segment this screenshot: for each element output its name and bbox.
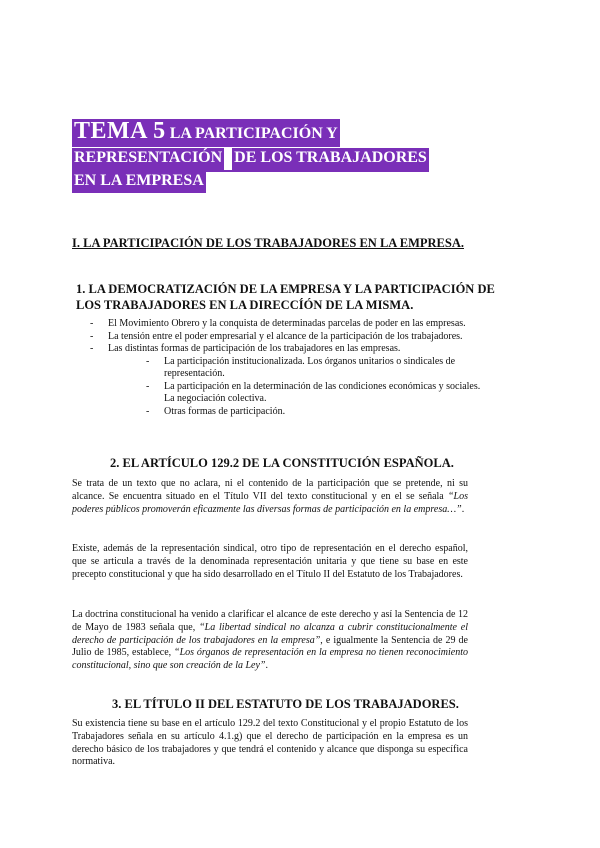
sub-bullets	[108, 356, 488, 419]
section-1-heading: I. LA PARTICIPACIÓN DE LOS TRABAJADORES EN LA EMPRESA.	[72, 236, 464, 250]
paragraph: Se trata de un texto que no aclara, ni el contenido de la participación que se pretende, ni su alcance. Se encuentra situado en el Título VII del texto constitucional y en el se señala “Los poderes públicos promoverán eficazmente las diversas formas de participación en la empresa…”.	[72, 478, 468, 515]
title-text-1: LA PARTICIPACIÓN Y	[165, 125, 338, 142]
subsection-1-bullets	[88, 318, 488, 418]
paragraph: La doctrina constitucional ha venido a clarificar el alcance de este derecho y así la Sentencia de 12 de Mayo de 1983 señala que, “La libertad sindical no alcanza a cubrir constitucionalmente el derecho de participación de los trabajadores en la empresa”, e igualmente la Sentencia de 29 de Julio de 1985, establece, “Los órganos de representación en la empresa no tienen reconocimiento constitucional, sino que son creación de la Ley”.	[72, 609, 468, 672]
subsection-2-heading: 2. EL ARTÍCULO 129.2 DE LA CONSTITUCIÓN ESPAÑOLA.	[110, 456, 454, 470]
title-text-3: EN LA EMPRESA	[74, 172, 204, 189]
paragraph: Su existencia tiene su base en el artículo 129.2 del texto Constitucional y el propio Estatuto de los Trabajadores señala en su artículo 4.1.g) que el derecho de participación en la empresa es un derecho básico de los trabajadores y que tendrá el contenido y alcance que disponga su específica normativa.	[72, 718, 468, 768]
list-item-text: Las distintas formas de participación de los trabajadores en las empresas.	[108, 343, 401, 354]
sub-list-item: - Otras formas de participación.	[144, 406, 488, 419]
list-item: - La tensión entre el poder empresarial y el alcance de la participación de los trabajadores.	[88, 331, 488, 344]
subsection-1-heading: 1. LA DEMOCRATIZACIÓN DE LA EMPRESA Y LA PARTICIPACIÓN DE LOS TRABAJADORES EN LA DIRECCÍÓN DE LA MISMA.	[76, 282, 495, 312]
title-line-1	[72, 119, 340, 147]
paragraph: Existe, además de la representación sindical, otro tipo de representación en el derecho español, que se articula a través de la denominada representación unitaria y que tiene su base en este precepto constitucional y que ha sido desarrollado en el Título II del Estatuto de los Trabajadores.	[72, 543, 468, 580]
sub-list-item: - La participación institucionalizada. Los órganos unitarios o sindicales de representación.	[144, 356, 488, 381]
title-text-2b: DE LOS TRABAJADORES	[234, 149, 427, 166]
title-topic-number: TEMA 5	[74, 118, 166, 144]
list-item	[88, 343, 488, 418]
title-line-3	[72, 171, 206, 193]
title-text-2a: REPRESENTACIÓN	[74, 149, 223, 166]
title-line-2	[72, 148, 429, 172]
subsection-3-heading: 3. EL TÍTULO II DEL ESTATUTO DE LOS TRABAJADORES.	[112, 697, 459, 711]
sub-list-item: - La participación en la determinación de las condiciones económicas y sociales. La negociación colectiva.	[144, 381, 488, 406]
list-item: - El Movimiento Obrero y la conquista de determinadas parcelas de poder en las empresas.	[88, 318, 488, 331]
